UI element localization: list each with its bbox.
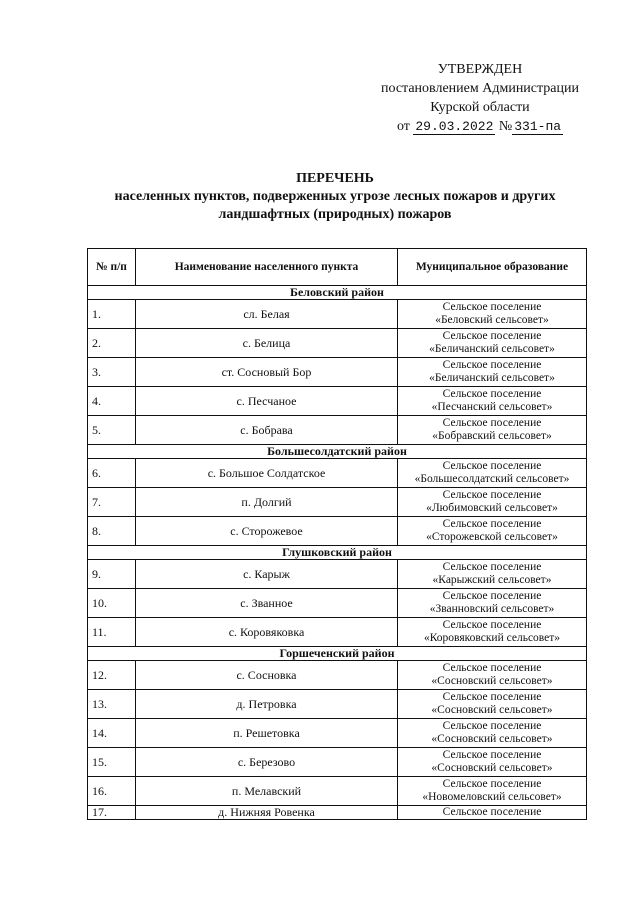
district-name: Горшеченский район bbox=[88, 647, 587, 661]
municipality bbox=[398, 618, 587, 647]
row-number: 10. bbox=[88, 589, 136, 618]
row-number: 5. bbox=[88, 416, 136, 445]
municipality-type: Сельское поселение bbox=[442, 460, 542, 472]
settlement-name: с. Сторожевое bbox=[136, 517, 398, 546]
settlement-name: п. Решетовка bbox=[136, 719, 398, 748]
municipality-name: «Сосновский сельсовет» bbox=[431, 675, 553, 687]
table-row bbox=[88, 459, 587, 488]
municipality-type: Сельское поселение bbox=[442, 749, 542, 761]
row-number: 1. bbox=[88, 300, 136, 329]
table-row bbox=[88, 748, 587, 777]
row-number: 12. bbox=[88, 661, 136, 690]
row-number: 8. bbox=[88, 517, 136, 546]
table-row bbox=[88, 488, 587, 517]
municipality bbox=[398, 777, 587, 806]
municipality-type: Сельское поселение bbox=[442, 359, 542, 371]
approval-stamp bbox=[360, 60, 600, 136]
municipality-type: Сельское поселение bbox=[442, 691, 542, 703]
settlement-name: с. Белица bbox=[136, 329, 398, 358]
municipality-name: «Беличанский сельсовет» bbox=[429, 343, 555, 355]
municipality bbox=[398, 387, 587, 416]
settlements-table bbox=[87, 248, 587, 820]
settlement-name: с. Карыж bbox=[136, 560, 398, 589]
table-row bbox=[88, 300, 587, 329]
table-row bbox=[88, 618, 587, 647]
date-prefix: от bbox=[396, 119, 410, 134]
table-row bbox=[88, 329, 587, 358]
municipality-type: Сельское поселение bbox=[442, 590, 542, 602]
district-name: Большесолдатский район bbox=[88, 445, 587, 459]
row-number: 9. bbox=[88, 560, 136, 589]
municipality bbox=[398, 517, 587, 546]
settlement-name: ст. Сосновый Бор bbox=[136, 358, 398, 387]
municipality-type: Сельское поселение bbox=[442, 561, 542, 573]
municipality-name: «Сосновский сельсовет» bbox=[431, 733, 553, 745]
table-row bbox=[88, 806, 587, 820]
header-municipality: Муниципальное образование bbox=[398, 249, 587, 286]
table-row bbox=[88, 777, 587, 806]
table-row bbox=[88, 416, 587, 445]
municipality bbox=[398, 806, 587, 820]
municipality bbox=[398, 560, 587, 589]
table-header-row bbox=[88, 249, 587, 286]
municipality bbox=[398, 358, 587, 387]
municipality-type: Сельское поселение bbox=[442, 778, 542, 790]
title-subtitle-2: ландшафтных (природных) пожаров bbox=[218, 207, 452, 222]
municipality-type: Сельское поселение bbox=[442, 720, 542, 732]
title-heading: ПЕРЕЧЕНЬ bbox=[296, 171, 374, 186]
row-number: 3. bbox=[88, 358, 136, 387]
table-row bbox=[88, 690, 587, 719]
approved-by: постановлением Администрации bbox=[381, 81, 579, 96]
municipality-name: «Беличанский сельсовет» bbox=[429, 372, 555, 384]
settlement-name: п. Долгий bbox=[136, 488, 398, 517]
municipality bbox=[398, 459, 587, 488]
settlement-name: д. Петровка bbox=[136, 690, 398, 719]
municipality-type: Сельское поселение bbox=[442, 330, 542, 342]
order-number: 331-па bbox=[514, 119, 562, 134]
municipality-type: Сельское поселение bbox=[442, 619, 542, 631]
municipality-name: «Новомеловский сельсовет» bbox=[422, 791, 562, 803]
municipality-type: Сельское поселение bbox=[442, 662, 542, 674]
municipality-name: «Карыжский сельсовет» bbox=[432, 574, 552, 586]
municipality bbox=[398, 488, 587, 517]
district-row bbox=[88, 445, 587, 459]
row-number: 15. bbox=[88, 748, 136, 777]
table-row bbox=[88, 589, 587, 618]
settlement-name: с. Бобрава bbox=[136, 416, 398, 445]
settlement-name: с. Березово bbox=[136, 748, 398, 777]
order-date: 29.03.2022 bbox=[415, 119, 494, 134]
table-row bbox=[88, 560, 587, 589]
municipality-name: «Сосновский сельсовет» bbox=[431, 762, 553, 774]
header-settlement: Наименование населенного пункта bbox=[136, 249, 398, 286]
title-subtitle-1: населенных пунктов, подверженных угрозе лесных пожаров и других bbox=[114, 189, 556, 204]
row-number: 2. bbox=[88, 329, 136, 358]
table-row bbox=[88, 719, 587, 748]
municipality bbox=[398, 589, 587, 618]
table-row bbox=[88, 358, 587, 387]
municipality bbox=[398, 416, 587, 445]
municipality bbox=[398, 748, 587, 777]
municipality bbox=[398, 690, 587, 719]
municipality-name: «Большесолдатский сельсовет» bbox=[414, 473, 570, 485]
municipality-type: Сельское поселение bbox=[442, 518, 542, 530]
row-number: 14. bbox=[88, 719, 136, 748]
row-number: 4. bbox=[88, 387, 136, 416]
row-number: 17. bbox=[88, 806, 136, 820]
municipality bbox=[398, 329, 587, 358]
municipality-type: Сельское поселение bbox=[442, 806, 542, 818]
table-row bbox=[88, 661, 587, 690]
municipality bbox=[398, 719, 587, 748]
municipality-type: Сельское поселение bbox=[442, 489, 542, 501]
municipality-type: Сельское поселение bbox=[442, 417, 542, 429]
row-number: 16. bbox=[88, 777, 136, 806]
settlement-name: с. Песчаное bbox=[136, 387, 398, 416]
table-row bbox=[88, 387, 587, 416]
municipality-name: «Коровяковский сельсовет» bbox=[423, 632, 561, 644]
settlement-name: с. Большое Солдатское bbox=[136, 459, 398, 488]
row-number: 11. bbox=[88, 618, 136, 647]
municipality-name: «Песчанский сельсовет» bbox=[431, 401, 553, 413]
order-line bbox=[360, 117, 600, 136]
district-row bbox=[88, 286, 587, 300]
settlement-name: д. Нижняя Ровенка bbox=[136, 806, 398, 820]
municipality bbox=[398, 300, 587, 329]
municipality-name: «Званновский сельсовет» bbox=[429, 603, 555, 615]
district-name: Глушковский район bbox=[88, 546, 587, 560]
row-number: 7. bbox=[88, 488, 136, 517]
table-row bbox=[88, 517, 587, 546]
municipality-name: «Любимовский сельсовет» bbox=[426, 502, 558, 514]
municipality-type: Сельское поселение bbox=[442, 301, 542, 313]
district-name: Беловский район bbox=[88, 286, 587, 300]
municipality-name: «Беловский сельсовет» bbox=[435, 314, 549, 326]
settlement-name: с. Коровяковка bbox=[136, 618, 398, 647]
settlement-name: сл. Белая bbox=[136, 300, 398, 329]
municipality-name: «Сторожевской сельсовет» bbox=[426, 531, 558, 543]
district-row bbox=[88, 546, 587, 560]
number-sign: № bbox=[498, 119, 513, 134]
municipality-type: Сельское поселение bbox=[442, 388, 542, 400]
row-number: 6. bbox=[88, 459, 136, 488]
municipality-name: «Сосновский сельсовет» bbox=[431, 704, 553, 716]
settlement-name: с. Сосновка bbox=[136, 661, 398, 690]
row-number: 13. bbox=[88, 690, 136, 719]
document-title bbox=[70, 170, 600, 224]
municipality bbox=[398, 661, 587, 690]
settlement-name: с. Званное bbox=[136, 589, 398, 618]
district-row bbox=[88, 647, 587, 661]
header-number: № п/п bbox=[88, 249, 136, 286]
approved-authority: Курской области bbox=[430, 100, 530, 115]
approved-word: УТВЕРЖДЕН bbox=[437, 62, 523, 77]
settlement-name: п. Мелавский bbox=[136, 777, 398, 806]
municipality-name: «Бобравский сельсовет» bbox=[432, 430, 552, 442]
